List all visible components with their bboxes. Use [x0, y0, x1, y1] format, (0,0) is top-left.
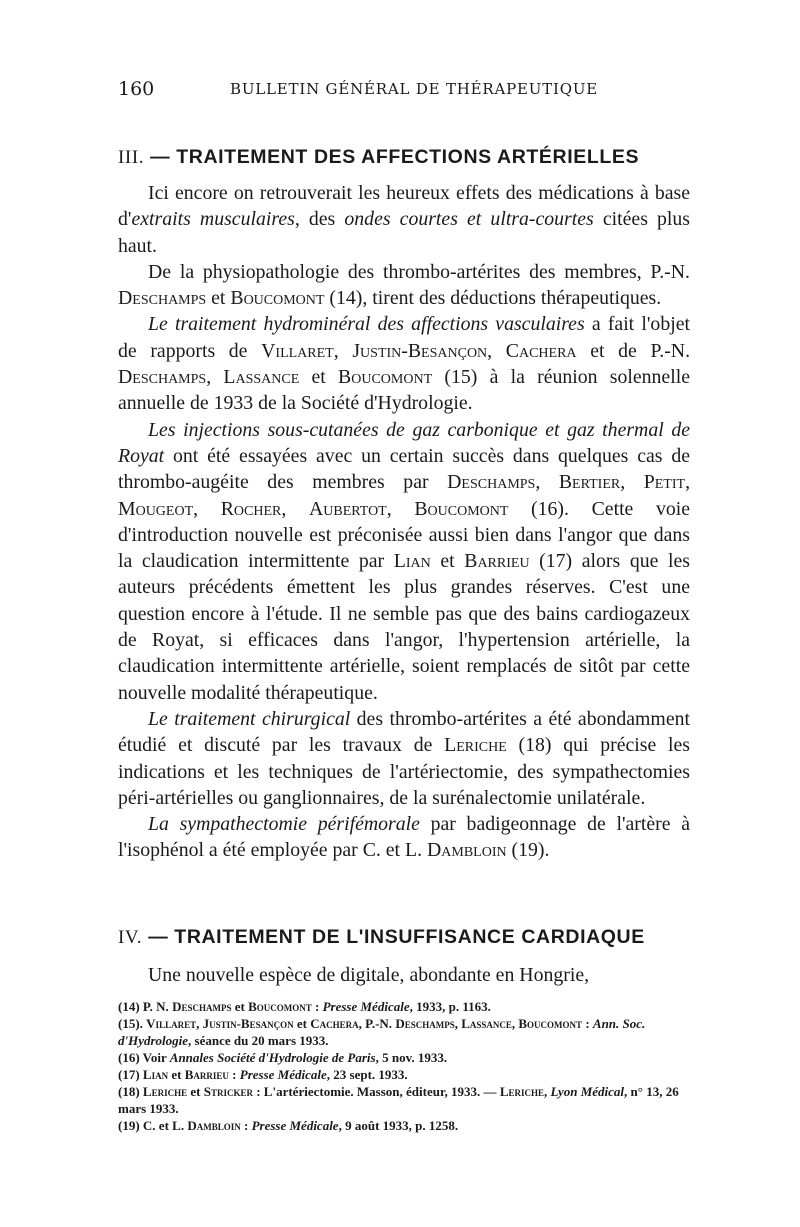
section-title: — TRAITEMENT DE L'INSUFFISANCE CARDIAQUE — [148, 926, 645, 948]
text: , — [333, 339, 353, 362]
footnote-16 — [118, 1049, 692, 1066]
text: a fait l'objet de rapports de — [118, 313, 690, 362]
text: et — [231, 999, 249, 1014]
text: par badigeonnage de l'artère à l'isophénol a été employée par C. et L. — [118, 813, 690, 862]
author-name: Stricker — [203, 1084, 253, 1099]
author-name: Justin-Besançon — [352, 339, 488, 362]
author-name: Villaret — [261, 339, 334, 362]
text: Ici encore on retrouverait les heureux effets des médications à base d' — [118, 182, 690, 231]
text: (15) à la réunion solennelle annuelle de 1933 de la Société d'Hydrologie. — [118, 366, 690, 415]
author-name: Deschamps — [172, 999, 232, 1014]
text: , 1933, p. 1163. — [409, 999, 491, 1014]
emphasis: extraits musculaires — [131, 208, 295, 231]
text: ont été essayées avec un certain succès dans quelques cas de thrombo-augéite des membres par — [118, 444, 690, 494]
footnote-number: (19) — [118, 1118, 140, 1133]
footnote-15 — [118, 1015, 692, 1049]
text: , — [193, 497, 221, 520]
section-iii-body — [118, 180, 690, 864]
text: , — [685, 471, 691, 494]
author-name: Leriche — [142, 1084, 188, 1099]
text: (14), tirent des déductions thérapeutiques. — [324, 287, 662, 310]
text: , séance du 20 mars 1933. — [188, 1033, 329, 1048]
text: C. et L. — [139, 1118, 188, 1133]
text: des thrombo-artérites a été abondamment étudié et discuté par les travaux de — [118, 707, 690, 757]
text: , 23 sept. 1933. — [326, 1067, 408, 1082]
text: De la physiopathologie des thrombo-artérites des membres, — [148, 260, 651, 283]
author-name: Villaret, Justin-Besançon — [146, 1016, 294, 1031]
text: , — [281, 497, 309, 520]
text: et — [168, 1067, 185, 1082]
footnote-number: (18) — [118, 1084, 140, 1099]
text: , — [206, 366, 224, 389]
text: , des — [294, 208, 345, 231]
journal-title: BULLETIN GÉNÉRAL DE THÉRAPEUTIQUE — [230, 80, 599, 98]
author-name: Lian — [393, 550, 431, 573]
text: et — [293, 1016, 311, 1031]
text: , 5 nov. 1933. — [375, 1050, 448, 1065]
author-name: Dambloin — [187, 1118, 241, 1133]
author-name: P.-N. Deschamps — [118, 339, 691, 389]
text: et — [206, 287, 231, 310]
text: , — [386, 497, 415, 520]
text: , — [535, 471, 559, 494]
text: et — [299, 366, 339, 389]
journal-name: Annales Société d'Hydrologie de Paris — [169, 1050, 376, 1065]
text: Voir — [139, 1050, 170, 1065]
section-heading-iv — [118, 926, 688, 949]
paragraph — [118, 811, 690, 864]
text: , — [544, 1084, 551, 1099]
author-name: Boucomont — [230, 287, 325, 310]
section-number: III. — [118, 147, 145, 168]
journal-name: Lyon Médical — [550, 1084, 625, 1099]
section-number: IV. — [118, 927, 143, 948]
text: et de — [576, 339, 651, 362]
journal-name: Presse Médicale — [239, 1067, 327, 1082]
paragraph — [118, 706, 690, 811]
text: (18) qui précise les indications et les techniques de l'artériectomie, des sympathectomies péri-artérielles ou ganglionnaires, de la surénalectomie unilatérale. — [118, 734, 690, 809]
running-header — [118, 78, 678, 104]
text: , n° 13, 26 mars 1933. — [118, 1084, 679, 1116]
author-name: Aubertot — [308, 497, 387, 520]
paragraph — [118, 180, 690, 259]
text: , — [487, 339, 506, 362]
emphasis: Le traitement chirurgical — [148, 707, 351, 730]
author-name: Lian — [142, 1067, 169, 1082]
text: (19). — [506, 839, 550, 862]
text: , P.-N. — [358, 1016, 396, 1031]
text: , 9 août 1933, p. 1258. — [338, 1118, 459, 1133]
author-name: Lassance — [223, 366, 300, 389]
text: et — [187, 1084, 204, 1099]
footnote-19 — [118, 1117, 692, 1134]
author-name: Leriche — [499, 1084, 544, 1099]
section-iv-body — [118, 962, 690, 988]
section-heading-iii — [118, 146, 688, 169]
section-title: — TRAITEMENT DES AFFECTIONS ARTÉRIELLES — [150, 146, 640, 168]
text: : — [240, 1118, 252, 1133]
footnote-14 — [118, 998, 692, 1015]
author-name: P.-N. Deschamps — [118, 260, 690, 310]
text: : L'artériectomie. Masson, éditeur, 1933. — — [252, 1084, 500, 1099]
author-name: Boucomont — [414, 497, 509, 520]
author-name: Bertier — [558, 471, 621, 494]
footnotes — [118, 998, 692, 1134]
text: , — [620, 471, 644, 494]
author-name: Boucomont — [248, 999, 312, 1014]
text: : — [311, 999, 323, 1014]
text: P. N. — [139, 999, 173, 1014]
paragraph — [118, 259, 690, 312]
text: citées plus haut. — [118, 208, 690, 257]
paragraph: Une nouvelle espèce de digitale, abondante en Hongrie, — [148, 964, 590, 986]
footnote-number: (16) — [118, 1050, 140, 1065]
author-name: Boucomont — [338, 366, 433, 389]
text: et — [430, 550, 465, 573]
journal-name: Presse Médicale — [322, 999, 410, 1014]
author-name: Dambloin — [426, 839, 507, 862]
author-name: Cachera — [505, 339, 577, 362]
author-name: Leriche — [444, 734, 507, 757]
footnote-number: (15). — [118, 1016, 143, 1031]
author-name: Rocher — [220, 497, 282, 520]
emphasis: ondes courtes et ultra-courtes — [344, 208, 594, 231]
journal-name: Presse Médicale — [251, 1118, 339, 1133]
text: (16). Cette voie d'introduction nouvelle est préconisée aussi bien dans l'angor que dans la claudication intermittente par — [118, 497, 691, 573]
author-name: Petit — [643, 471, 686, 494]
page-number: 160 — [118, 78, 155, 100]
footnote-number: (14) — [118, 999, 140, 1014]
author-name: Barrieu — [184, 1067, 229, 1082]
footnote-number: (17) — [118, 1067, 140, 1082]
paragraph — [118, 311, 690, 416]
text: : — [582, 1016, 593, 1031]
author-name: Deschamps — [447, 471, 536, 494]
emphasis: Le traitement hydrominéral des affections vasculaires — [148, 313, 585, 336]
author-name: Barrieu — [464, 550, 530, 573]
author-name: Mougeot — [118, 497, 194, 520]
author-name: Deschamps, Lassance, Boucomont — [395, 1016, 583, 1031]
paragraph — [118, 417, 690, 706]
text: (17) alors que les auteurs précédents émettent les plus grandes réserves. C'est une question encore à l'étude. Il ne semble pas que des bains cardiogazeux de Royat, si efficaces dans l'angor, l'hypertension artérielle, la claudication intermittente artérielle, soient remplacés de sitôt par cette nouvelle modalité thérapeutique. — [118, 550, 690, 704]
emphasis: Les injections sous-cutanées de gaz carbonique et gaz thermal de Royat — [118, 418, 690, 467]
footnote-17 — [118, 1066, 692, 1083]
author-name: Cachera — [310, 1016, 359, 1031]
emphasis: La sympathectomie périfémorale — [148, 813, 420, 836]
text: : — [228, 1067, 240, 1082]
footnote-18 — [118, 1083, 692, 1117]
journal-name: Ann. Soc. d'Hydrologie — [118, 1016, 646, 1048]
